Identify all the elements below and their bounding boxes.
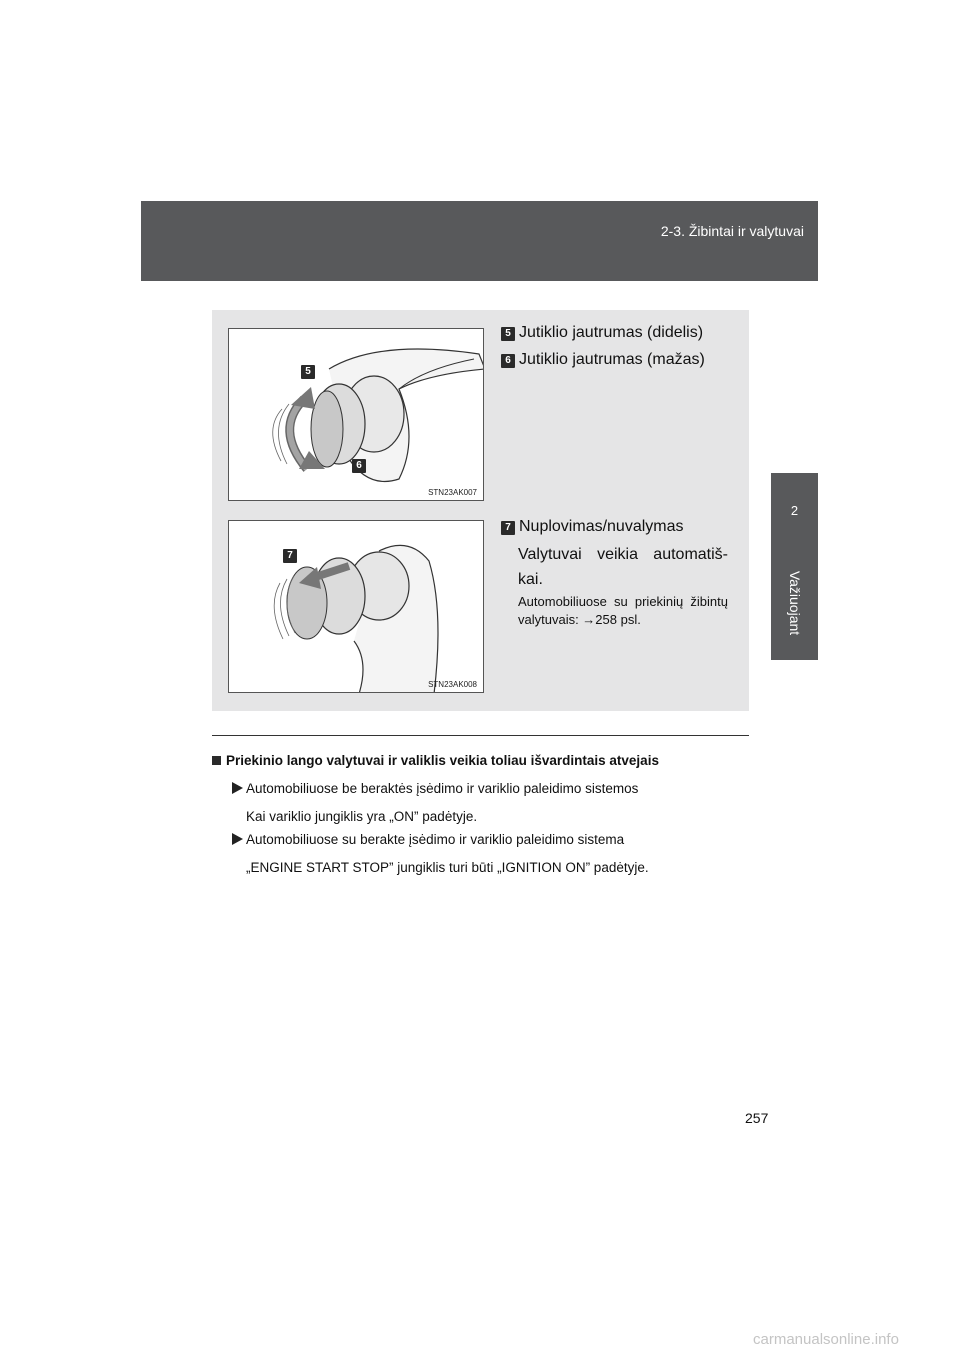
callout-badge: 6: [501, 354, 515, 368]
callout-badge-7: 7: [283, 549, 297, 563]
info-section-title-text: Priekinio lango valytuvai ir valiklis veikia toliau išvardintais atvejais: [226, 753, 659, 768]
callout-text: Jutiklio jautrumas (didelis): [519, 324, 704, 341]
chapter-label: Važiuojant: [786, 570, 803, 636]
chapter-number: 2: [790, 503, 799, 518]
list-item: [232, 832, 624, 847]
callout-text: Jutiklio jautrumas (mažas): [519, 351, 705, 368]
wiper-lever-illustration-1: [229, 329, 484, 501]
list-item: [232, 781, 638, 796]
callout-badge: 7: [501, 521, 515, 535]
figure-code: STN23AK007: [428, 488, 477, 497]
washer-description: Valytuvai veikia automatiš-kai.: [518, 546, 728, 588]
section-header-title: 2-3. Žibintai ir valytuvai: [660, 223, 804, 239]
callout-washer: [501, 518, 684, 536]
callout-badge-5: 5: [301, 365, 315, 379]
figure-washer: [228, 520, 484, 693]
page-number: 257: [745, 1110, 769, 1126]
chapter-side-tab: [771, 473, 818, 660]
square-bullet-icon: [212, 756, 221, 765]
section-divider: [212, 735, 749, 736]
callout-badge-6: 6: [352, 459, 366, 473]
list-item-text: Automobiliuose be beraktės įsėdimo ir variklio paleidimo sistemos: [246, 781, 639, 796]
list-item-text: Automobiliuose su berakte įsėdimo ir variklio paleidimo sistema: [246, 832, 625, 847]
watermark: carmanualsonline.info: [753, 1331, 899, 1348]
headlight-cleaner-note: Automobiliuose su priekinių žibintų valytuvais: →258 psl.: [518, 594, 728, 627]
header-bar: [141, 201, 818, 281]
info-section-title: [212, 753, 659, 768]
list-item-detail: Kai variklio jungiklis yra „ON” padėtyje.: [246, 809, 478, 824]
figure-code: STN23AK008: [428, 680, 477, 689]
triangle-bullet-icon: [232, 833, 243, 845]
callout-text: Nuplovimas/nuvalymas: [519, 518, 684, 535]
callout-badge: 5: [501, 327, 515, 341]
callout-sensitivity-high: [501, 324, 703, 342]
triangle-bullet-icon: [232, 782, 243, 794]
wiper-lever-illustration-2: [229, 521, 484, 693]
figure-sensitivity: [228, 328, 484, 501]
callout-sensitivity-low: [501, 351, 705, 369]
list-item-detail: „ENGINE START STOP” jungiklis turi būti „IGNITION ON” padėtyje.: [246, 860, 649, 875]
